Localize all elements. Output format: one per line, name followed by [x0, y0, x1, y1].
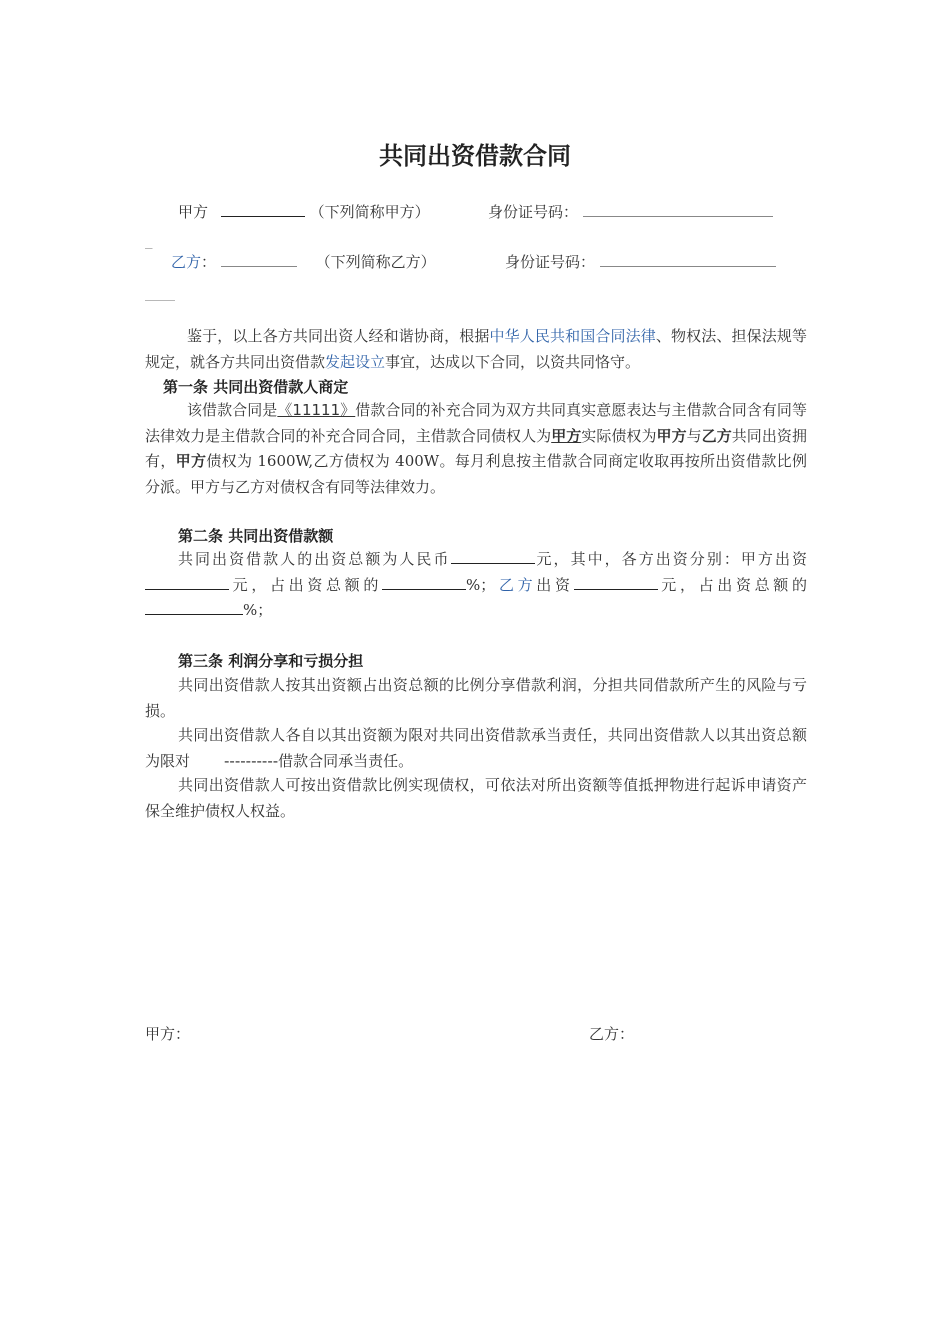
article-1-paragraph [145, 398, 807, 500]
party-a-line [178, 200, 430, 225]
article-1-text-6: 债权为 1600W,乙方债权为 400W。每月利息按主借款合同商定收取再按所出资借款比例分派。甲方与乙方对债权含有同等法律效力。 [145, 452, 807, 496]
article-2-heading: 第二条 共同出资借款额 [178, 527, 334, 545]
article-1-text-3: 实际债权为 [581, 426, 657, 445]
party-b-ref-1: 乙方 [701, 426, 732, 445]
article-3-text-2b: ----------借款合同承当责任。 [224, 751, 414, 770]
article-3-paragraph-3: 共同出资借款人可按出资借款比例实现债权，可依法对所出资额等值抵押物进行起诉申请资产保全维护债权人权益。 [145, 776, 807, 820]
total-amount-blank [451, 549, 535, 564]
article-2-text-7: %； [243, 601, 273, 619]
party-b-amount-blank [574, 575, 658, 590]
contract-law-link[interactable]: 中华人民共和国合同法律 [489, 327, 656, 345]
party-b-line [171, 250, 436, 275]
party-a-line-tail: _ [145, 231, 153, 249]
party-b-percent-blank [145, 600, 243, 615]
party-b-id-line [505, 250, 776, 275]
party-b-id-label: 身份证号码： [505, 253, 596, 271]
article-2-text-1: 共同出资借款人的出资总额为人民币 [178, 550, 451, 568]
initiate-setup-link[interactable]: 发起设立 [325, 352, 386, 371]
party-a-ref-2: 甲方 [656, 426, 687, 445]
preamble-text-2: 、物权法、担保法规等规定，就各方共同出资借款 [145, 327, 807, 371]
party-a-ref-1: 甲方 [551, 426, 582, 445]
article-2-paragraph [145, 547, 807, 624]
party-a-id-label: 身份证号码： [488, 203, 579, 221]
party-a-amount-blank [145, 575, 229, 590]
party-a-label: 甲方 [178, 203, 209, 221]
party-b-label[interactable]: 乙方 [171, 253, 202, 271]
party-a-id-line [488, 200, 773, 225]
document-title: 共同出资借款合同 [379, 142, 571, 170]
party-b-id-blank [600, 252, 776, 267]
article-2-text-4: %； [466, 575, 496, 594]
party-a-id-blank [583, 202, 773, 217]
signature-party-a: 甲方： [145, 1025, 191, 1043]
party-a-note: （下列简称甲方） [309, 203, 430, 221]
article-3-text-2a: 共同出资借款人各自以其出资额为限对共同出资借款承当责任，共同出资借款人以其出资总额为限对 [145, 726, 807, 770]
article-1-text-4: 与 [686, 426, 702, 445]
party-b-line-tail: ____ [145, 283, 175, 301]
article-1-text-5: 共同出资拥有， [145, 426, 807, 470]
party-b-colon: ： [201, 253, 217, 271]
preamble-text-1: 鉴于，以上各方共同出资人经和谐协商，根据 [187, 327, 490, 345]
party-a-name-blank [221, 202, 305, 217]
preamble-paragraph [145, 324, 807, 375]
article-3-paragraph-1: 共同出资借款人按其出资额占出资总额的比例分享借款利润，分担共同借款所产生的风险与亏损。 [145, 676, 807, 720]
party-a-ref-3: 甲方 [175, 452, 207, 470]
preamble-text-3: 事宜，达成以下合同，以资共同恪守。 [385, 352, 641, 371]
contract-reference: 《11111》 [277, 401, 356, 419]
article-2-text-6: 元，占出资总额的 [657, 575, 807, 594]
party-a-percent-blank [382, 575, 466, 590]
article-3-heading: 第三条 利润分享和亏损分担 [178, 652, 364, 670]
article-1-heading: 第一条 共同出资借款人商定 [163, 378, 349, 396]
signature-party-b: 乙方： [589, 1025, 635, 1043]
article-2-text-5: 出资 [536, 575, 574, 594]
article-3-paragraph-2 [145, 723, 807, 774]
party-b-note: （下列简称乙方） [315, 253, 436, 271]
article-1-text-1: 该借款合同是 [187, 401, 278, 419]
article-2-text-2: 元，其中，各方出资分别：甲方出资 [534, 550, 807, 568]
party-b-link[interactable]: 乙方 [495, 575, 537, 594]
article-2-text-3: 元，占出资总额的 [229, 575, 383, 594]
party-b-name-blank [221, 252, 297, 267]
article-1-text-2: 借款合同的补充合同为双方共同真实意愿表达与主借款合同含有同等法律效力是主借款合同的补充合同合同，主借款合同债权人为 [145, 401, 807, 445]
